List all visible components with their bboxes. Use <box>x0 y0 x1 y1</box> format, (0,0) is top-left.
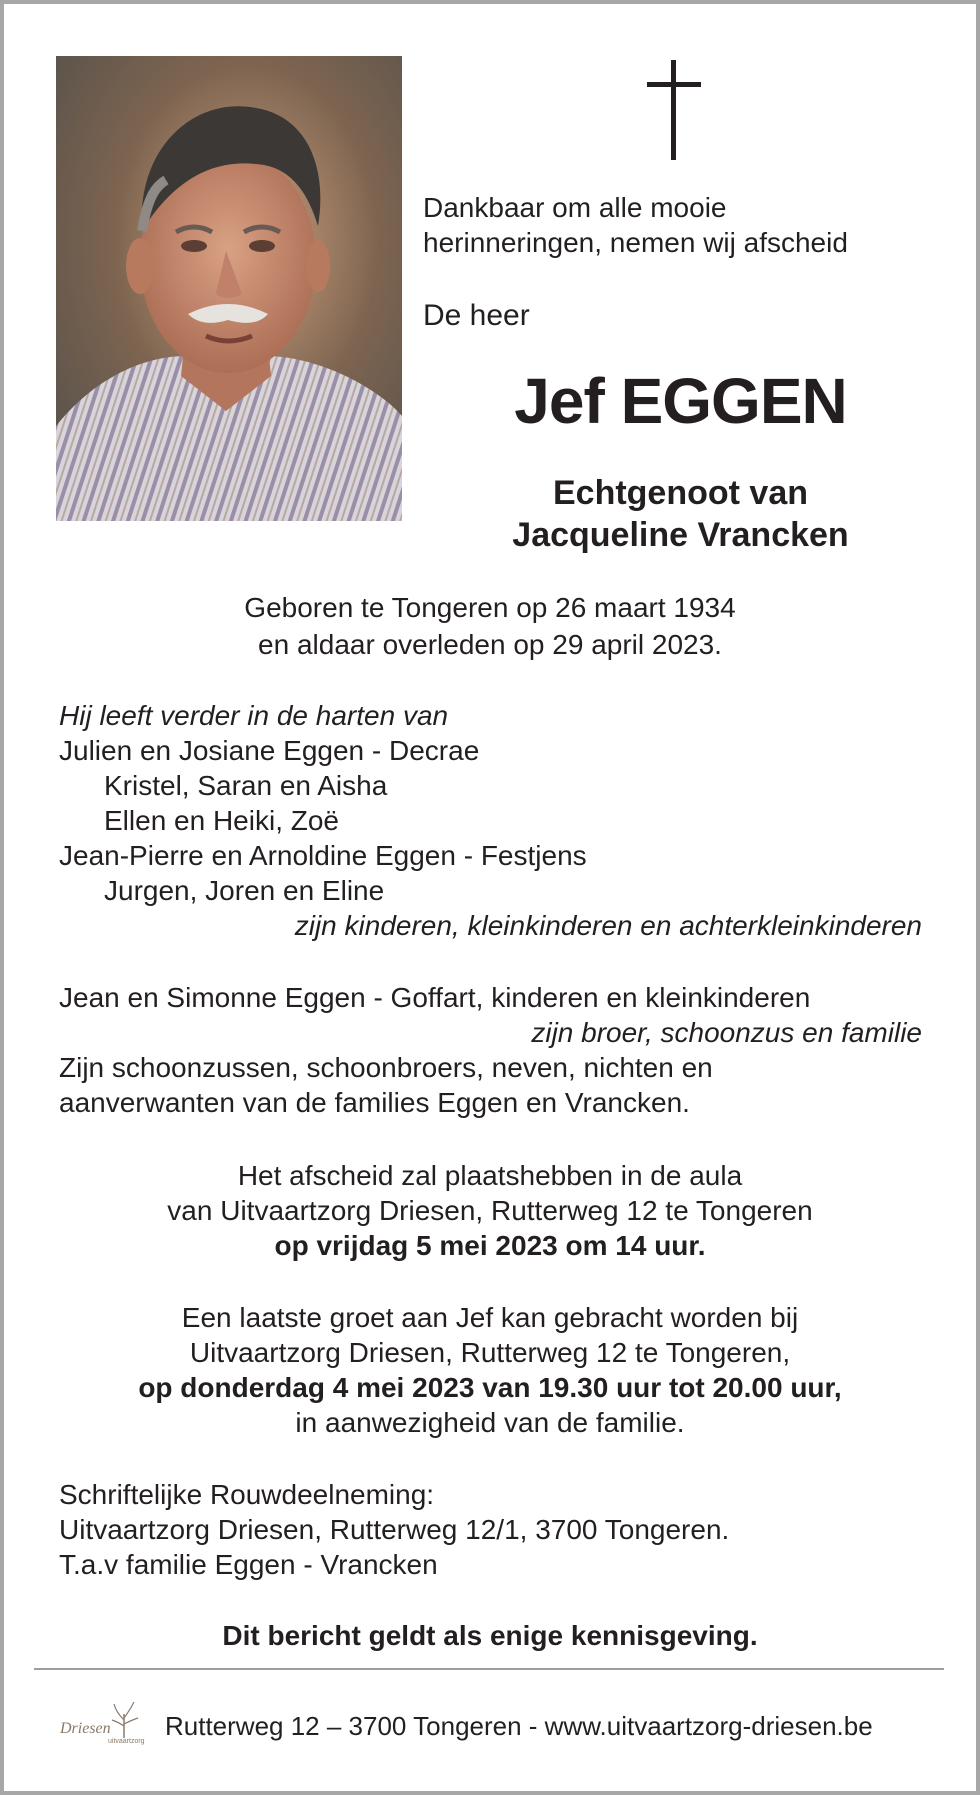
sibling-caption: zijn broer, schoonzus en familie <box>531 1017 922 1048</box>
family-line: Jurgen, Joren en Eline <box>104 875 385 906</box>
family-line: Julien en Josiane Eggen - Decrae <box>59 735 480 766</box>
intro-line-1: Dankbaar om alle mooie <box>423 192 727 223</box>
condolence-address: Uitvaartzorg Driesen, Rutterweg 12/1, 3700 Tongeren. <box>59 1514 730 1545</box>
intro-line-2: herinneringen, nemen wij afscheid <box>423 227 848 258</box>
title-prefix: De heer <box>423 299 530 332</box>
visitation-line-1: Een laatste groet aan Jef kan gebracht worden bij <box>181 1302 799 1333</box>
official-notice: Dit bericht geldt als enige kennisgeving. <box>222 1620 758 1651</box>
driesen-tree-logo-icon <box>58 1698 144 1748</box>
latin-cross-icon <box>644 60 704 160</box>
logo-text: Driesen <box>60 1720 111 1737</box>
spouse-line-2: Jacqueline Vrancken <box>512 516 849 554</box>
inlaws-line-1: Zijn schoonzussen, schoonbroers, neven, nichten en <box>59 1052 713 1083</box>
farewell-line-2: van Uitvaartzorg Driesen, Rutterweg 12 te Tongeren <box>167 1195 813 1226</box>
portrait-photo <box>56 56 402 521</box>
visitation-date: op donderdag 4 mei 2023 van 19.30 uur tot 20.00 uur, <box>138 1372 842 1403</box>
children-caption: zijn kinderen, kleinkinderen en achterkleinkinderen <box>294 910 922 941</box>
family-intro: Hij leeft verder in de harten van <box>59 700 449 731</box>
deceased-name: Jef EGGEN <box>514 365 847 437</box>
family-line: Kristel, Saran en Aisha <box>104 770 388 801</box>
portrait-illustration <box>56 56 402 521</box>
farewell-date: op vrijdag 5 mei 2023 om 14 uur. <box>274 1230 706 1261</box>
sibling-line: Jean en Simonne Eggen - Goffart, kinderen en kleinkinderen <box>59 982 811 1013</box>
death-line: en aldaar overleden op 29 april 2023. <box>258 629 722 660</box>
visitation-line-4: in aanwezigheid van de familie. <box>295 1407 685 1438</box>
footer-address: Rutterweg 12 – 3700 Tongeren - www.uitvaartzorg-driesen.be <box>165 1711 873 1741</box>
inlaws-line-2: aanverwanten van de families Eggen en Vrancken. <box>59 1087 690 1118</box>
spouse-line-1: Echtgenoot van <box>552 474 809 512</box>
birth-line: Geboren te Tongeren op 26 maart 1934 <box>244 592 736 623</box>
condolence-title: Schriftelijke Rouwdeelneming: <box>59 1479 435 1510</box>
footer-divider <box>34 1668 944 1670</box>
logo-subtext: uitvaartzorg <box>108 1738 145 1745</box>
visitation-line-2: Uitvaartzorg Driesen, Rutterweg 12 te Tongeren, <box>189 1337 791 1368</box>
family-line: Jean-Pierre en Arnoldine Eggen - Festjens <box>59 840 587 871</box>
farewell-line-1: Het afscheid zal plaatshebben in de aula <box>237 1160 743 1191</box>
condolence-attention: T.a.v familie Eggen - Vrancken <box>59 1549 438 1580</box>
family-line: Ellen en Heiki, Zoë <box>104 805 340 836</box>
